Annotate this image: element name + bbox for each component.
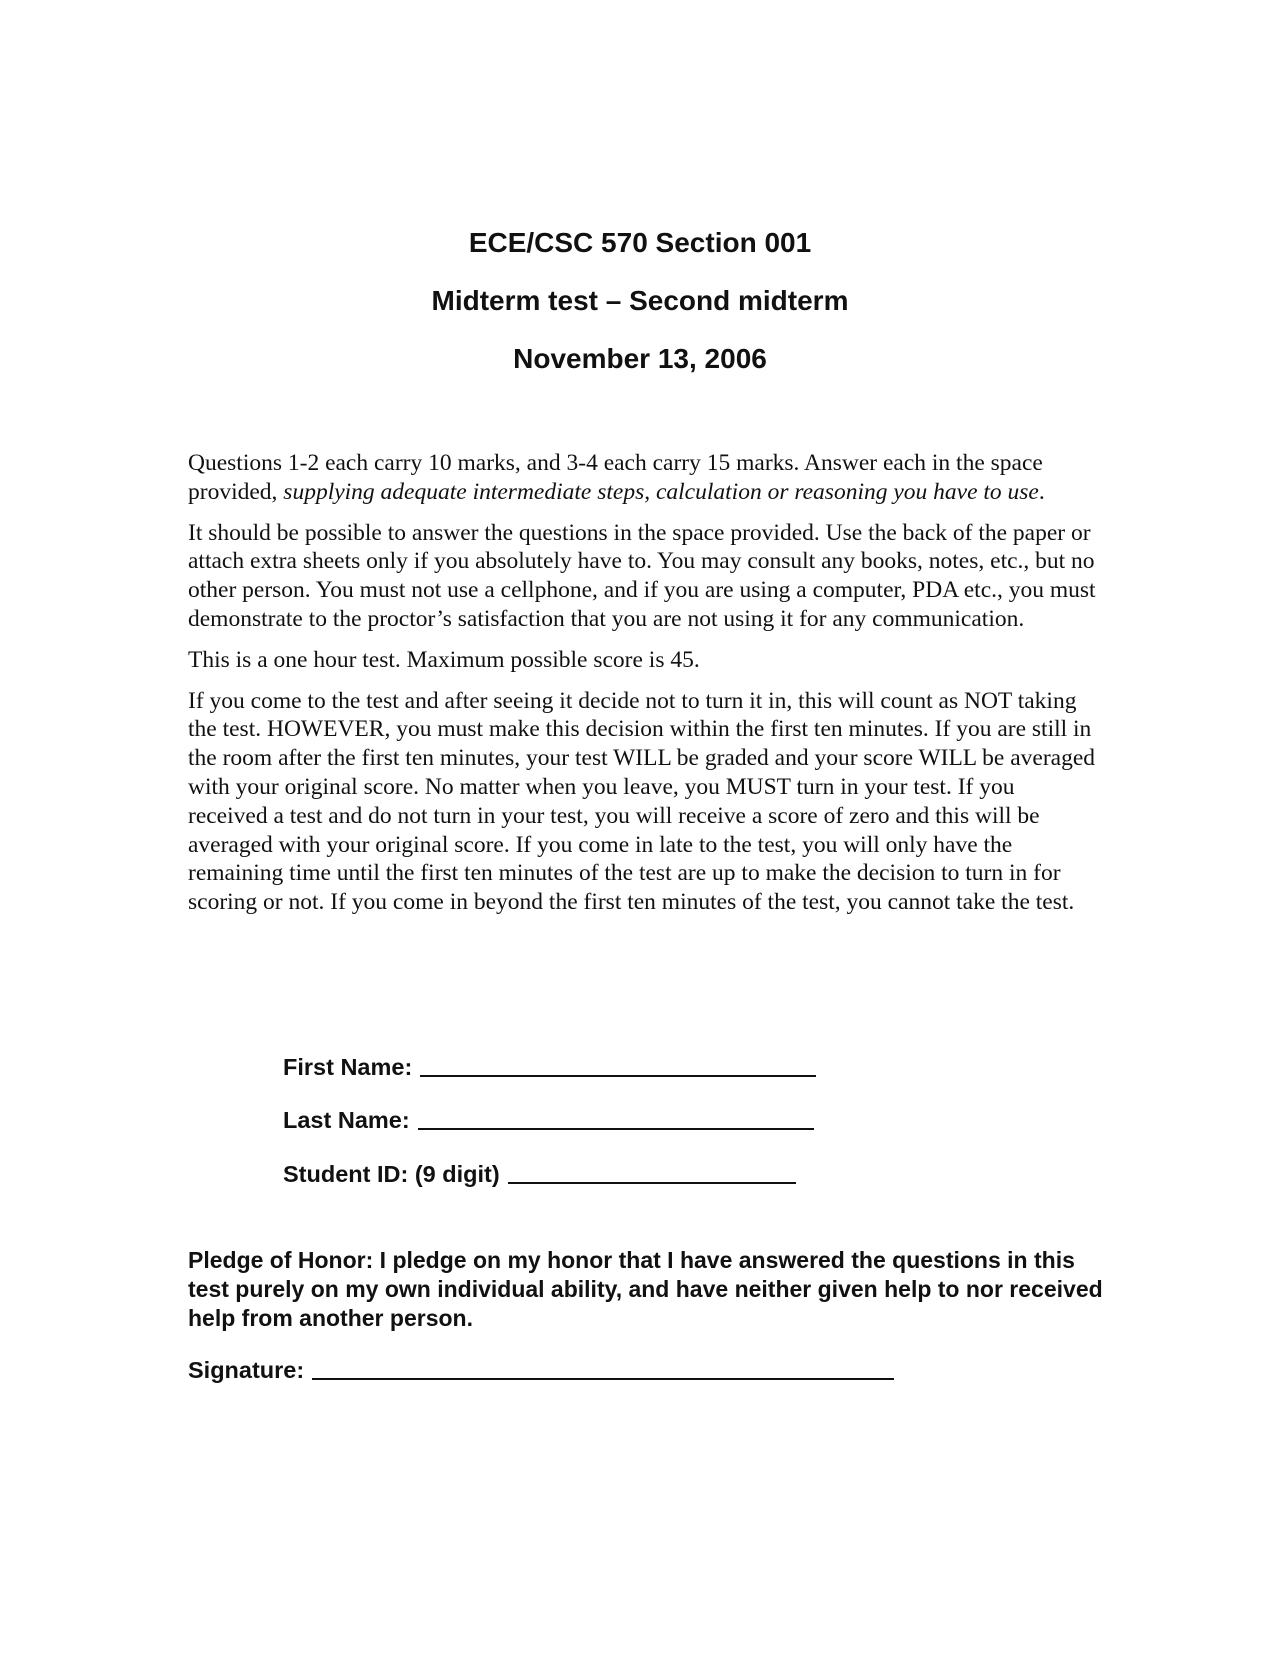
signature-label: Signature:	[188, 1357, 305, 1383]
first-name-row	[283, 1027, 816, 1081]
instructions-marks	[188, 449, 1098, 507]
instructions-rules: It should be possible to answer the questions in the space provided. Use the back of the paper or attach extra sheets only if you absolutely have to. You may consult any books, notes, etc., but no other person. You must not use a cellphone, and if you are using a computer, PDA etc., you must demonstrate to the proctor’s satisfaction that you are not using it for any communication.	[188, 519, 1096, 632]
honor-pledge: Pledge of Honor: I pledge on my honor that I have answered the questions in this test purely on my own individual ability, and have neither given help to nor received help from another person.	[188, 1247, 1103, 1331]
signature-row	[188, 1354, 894, 1384]
student-id-field[interactable]	[508, 1160, 796, 1184]
instructions	[188, 449, 1098, 929]
last-name-label: Last Name:	[283, 1107, 410, 1133]
first-name-label: First Name:	[283, 1053, 413, 1080]
title-block	[0, 226, 1280, 400]
student-id-row	[283, 1134, 816, 1188]
last-name-field[interactable]	[418, 1106, 814, 1130]
student-info-fields	[283, 1027, 816, 1188]
instructions-policy: If you come to the test and after seeing it decide not to turn it in, this will count as NOT taking the test. HOWEVER, you must make this decision within the first ten minutes. If you are still in the room after the first ten minutes, your test WILL be graded and your score WILL be averaged with your original score. No matter when you leave, you MUST turn in your test. If you received a test and do not turn in your test, you will receive a score of zero and this will be averaged with your original score. If you come in late to the test, you will only have the remaining time until the first ten minutes of the test are up to make the decision to turn in for scoring or not. If you come in beyond the first ten minutes of the test, you cannot take the test.	[188, 687, 1096, 916]
instructions-marks-emphasis: supplying adequate intermediate steps, calculation or reasoning you have to use	[283, 478, 1039, 505]
instructions-marks-end: .	[1038, 478, 1045, 505]
first-name-field[interactable]	[420, 1053, 816, 1077]
test-title: Midterm test – Second midterm	[431, 285, 849, 316]
instructions-marks-text: Questions 1-2 each carry 10 marks, and 3-4 each carry 15 marks. Answer each in the space provided,	[188, 450, 1043, 505]
instructions-duration: This is a one hour test. Maximum possible score is 45.	[188, 646, 700, 673]
last-name-row	[283, 1081, 816, 1135]
signature-field[interactable]	[312, 1356, 894, 1380]
test-date: November 13, 2006	[513, 343, 767, 374]
course-title: ECE/CSC 570 Section 001	[468, 227, 812, 258]
student-id-label: Student ID: (9 digit)	[283, 1160, 500, 1187]
